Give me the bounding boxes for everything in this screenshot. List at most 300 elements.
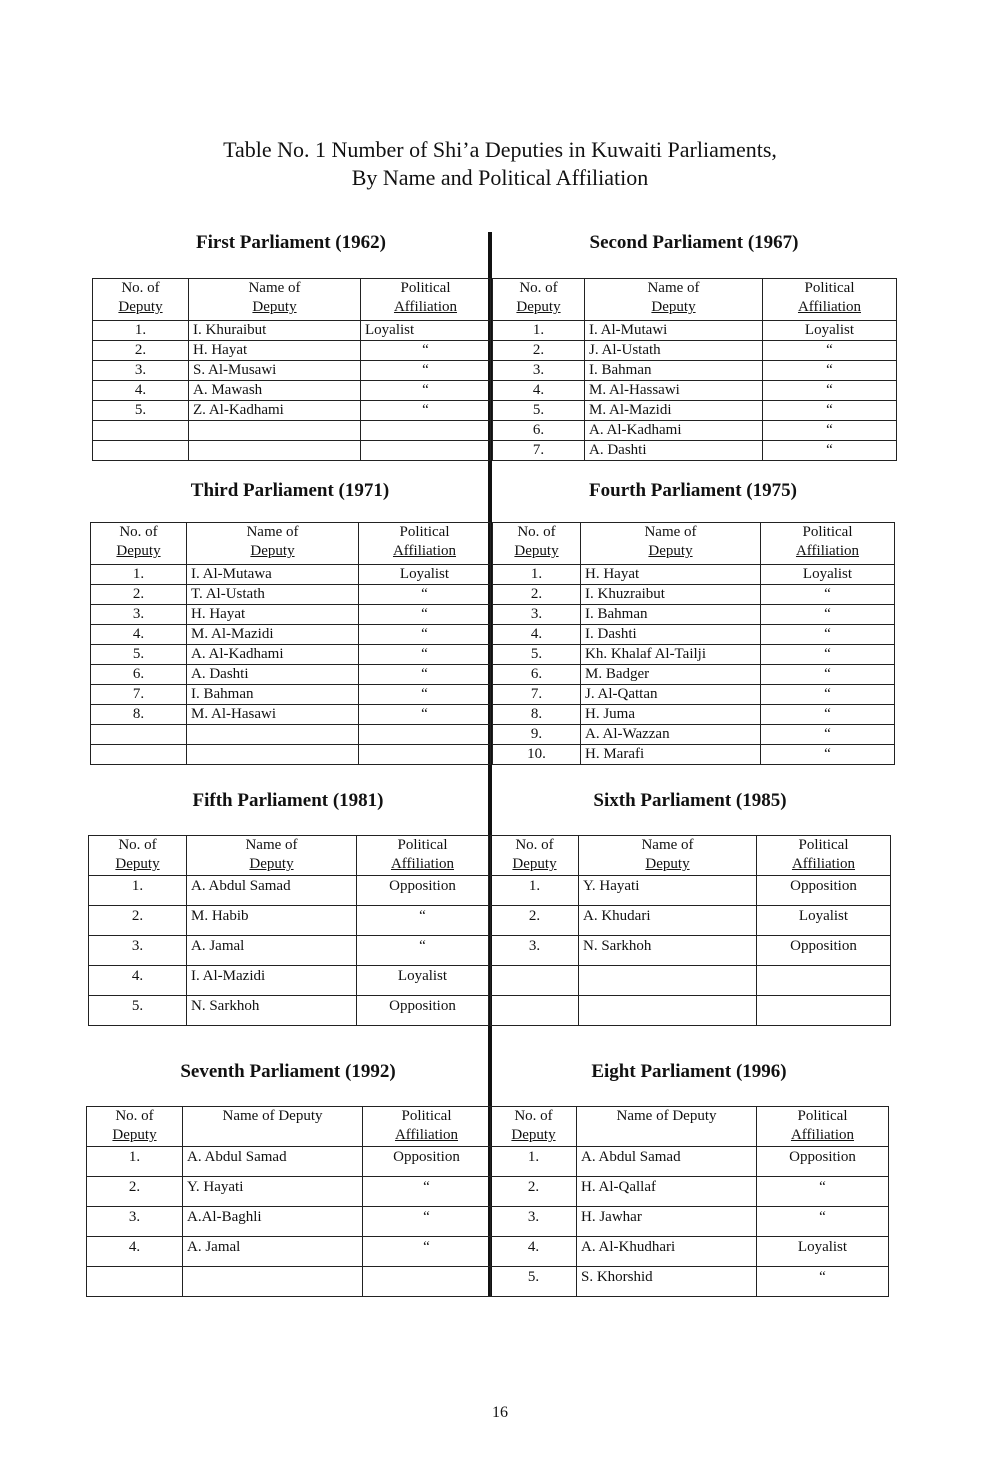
political-affiliation: “ [761, 725, 895, 745]
table-row [87, 1267, 491, 1297]
deputy-name: J. Al-Ustath [585, 341, 763, 361]
political-affiliation: “ [359, 625, 491, 645]
header-name-of-deputy-text: Name of [245, 837, 298, 853]
deputy-name: S. Al-Musawi [189, 361, 361, 381]
header-no-of-deputy-text: Deputy [511, 1127, 556, 1143]
table-row [91, 625, 491, 645]
table-header-row [491, 836, 891, 876]
political-affiliation [359, 725, 491, 745]
deputy-number: 1. [89, 876, 187, 906]
deputy-number: 5. [491, 1267, 577, 1297]
deputy-name: A. Abdul Samad [577, 1147, 757, 1177]
table-row [491, 876, 891, 906]
header-political-affiliation-text: Affiliation [797, 299, 862, 315]
table-row [493, 361, 897, 381]
political-affiliation: Loyalist [359, 565, 491, 585]
table-row [89, 906, 489, 936]
political-affiliation: “ [363, 1177, 491, 1207]
political-affiliation [359, 745, 491, 765]
political-affiliation: “ [761, 665, 895, 685]
header-no-of-deputy [491, 1107, 577, 1147]
table-row [89, 876, 489, 906]
deputy-number: 9. [493, 725, 581, 745]
political-affiliation: Opposition [357, 996, 489, 1026]
political-affiliation: “ [357, 906, 489, 936]
deputy-number: 6. [91, 665, 187, 685]
deputy-name: I. Al-Mutawi [585, 321, 763, 341]
table-row [91, 705, 491, 725]
deputy-number: 2. [491, 906, 579, 936]
deputy-name [187, 725, 359, 745]
deputy-name: A. Khudari [579, 906, 757, 936]
deputy-name: A. Al-Wazzan [581, 725, 761, 745]
deputy-number: 5. [493, 401, 585, 421]
table-header-row [93, 279, 491, 321]
deputy-name: S. Khorshid [577, 1267, 757, 1297]
deputy-name: H. Hayat [187, 605, 359, 625]
table-row [491, 936, 891, 966]
deputy-name: H. Hayat [189, 341, 361, 361]
header-name-of-deputy [579, 836, 757, 876]
table-row [91, 645, 491, 665]
deputy-name [579, 996, 757, 1026]
header-no-of-deputy-text: No. of [519, 280, 558, 296]
deputy-number: 3. [493, 361, 585, 381]
deputy-name: M. Al-Mazidi [585, 401, 763, 421]
header-name-of-deputy-text: Deputy [651, 299, 696, 315]
header-political-affiliation-text: Political [397, 837, 448, 853]
header-no-of-deputy-text: No. of [515, 837, 554, 853]
header-no-of-deputy [491, 836, 579, 876]
political-affiliation: “ [761, 585, 895, 605]
deputy-name [579, 966, 757, 996]
deputy-number: 2. [87, 1177, 183, 1207]
table-row [491, 996, 891, 1026]
header-no-of-deputy-text: Deputy [116, 543, 161, 559]
table-row [493, 441, 897, 461]
table-header-row [491, 1107, 889, 1147]
table-row [93, 401, 491, 421]
political-affiliation: Loyalist [757, 1237, 889, 1267]
header-no-of-deputy-text: Deputy [514, 543, 559, 559]
deputy-number: 6. [493, 421, 585, 441]
header-political-affiliation-text: Political [401, 1108, 452, 1124]
header-political-affiliation [361, 279, 491, 321]
political-affiliation: Opposition [757, 876, 891, 906]
political-affiliation: “ [763, 441, 897, 461]
header-political-affiliation [363, 1107, 491, 1147]
table-row [91, 605, 491, 625]
political-affiliation: Opposition [357, 876, 489, 906]
deputy-number: 7. [493, 685, 581, 705]
deputy-number: 10. [493, 745, 581, 765]
parliament-heading: Sixth Parliament (1985) [593, 790, 787, 811]
header-political-affiliation-text: Political [798, 837, 849, 853]
header-political-affiliation-text: Affiliation [795, 543, 860, 559]
deputy-number: 1. [87, 1147, 183, 1177]
deputy-number: 8. [91, 705, 187, 725]
political-affiliation [361, 421, 491, 441]
deputy-number [93, 441, 189, 461]
table-row [493, 745, 895, 765]
political-affiliation: “ [361, 401, 491, 421]
deputy-number: 2. [89, 906, 187, 936]
table-row [493, 725, 895, 745]
political-affiliation: “ [359, 645, 491, 665]
table-title [0, 136, 1000, 192]
deputy-number: 1. [93, 321, 189, 341]
deputy-name: I. Dashti [581, 625, 761, 645]
political-affiliation: “ [361, 381, 491, 401]
header-no-of-deputy-text: No. of [517, 524, 556, 540]
table-row [491, 1177, 889, 1207]
table-row [93, 361, 491, 381]
parliament-heading: Fifth Parliament (1981) [192, 790, 384, 811]
parliament-table [88, 835, 489, 1026]
header-no-of-deputy [93, 279, 189, 321]
deputy-name: A. Al-Kadhami [187, 645, 359, 665]
deputy-number: 2. [93, 341, 189, 361]
political-affiliation: Opposition [757, 1147, 889, 1177]
deputy-number: 7. [91, 685, 187, 705]
political-affiliation: “ [359, 705, 491, 725]
political-affiliation: “ [361, 341, 491, 361]
table-row [491, 1237, 889, 1267]
table-row [87, 1237, 491, 1267]
parliament-table [490, 1106, 889, 1297]
header-no-of-deputy-text: Deputy [115, 856, 160, 872]
deputy-number: 3. [491, 1207, 577, 1237]
header-political-affiliation-text: Affiliation [390, 856, 455, 872]
table-row [491, 1147, 889, 1177]
political-affiliation: “ [361, 361, 491, 381]
header-political-affiliation-text: Affiliation [393, 299, 458, 315]
deputy-number: 3. [93, 361, 189, 381]
deputy-name: A. Abdul Samad [187, 876, 357, 906]
table-row [493, 341, 897, 361]
table-row [491, 966, 891, 996]
table-row [493, 645, 895, 665]
deputy-name: A.Al-Baghli [183, 1207, 363, 1237]
table-header-row [91, 523, 491, 565]
deputy-number [491, 996, 579, 1026]
deputy-name [187, 745, 359, 765]
deputy-name: Z. Al-Kadhami [189, 401, 361, 421]
political-affiliation: “ [363, 1207, 491, 1237]
parliament-table [86, 1106, 491, 1297]
table-row [87, 1177, 491, 1207]
header-no-of-deputy [87, 1107, 183, 1147]
political-affiliation [757, 966, 891, 996]
deputy-name: M. Al-Mazidi [187, 625, 359, 645]
parliament-heading: Fourth Parliament (1975) [589, 480, 797, 501]
deputy-number: 3. [491, 936, 579, 966]
table-row [491, 1267, 889, 1297]
header-no-of-deputy-text: Deputy [118, 299, 163, 315]
header-no-of-deputy [89, 836, 187, 876]
deputy-name: M. Al-Hasawi [187, 705, 359, 725]
deputy-number: 2. [491, 1177, 577, 1207]
table-row [91, 725, 491, 745]
header-name-of-deputy-text: Name of [641, 837, 694, 853]
deputy-name: A. Jamal [183, 1237, 363, 1267]
table-row [93, 341, 491, 361]
header-no-of-deputy-text: No. of [121, 280, 160, 296]
deputy-name: J. Al-Qattan [581, 685, 761, 705]
deputy-name [183, 1267, 363, 1297]
parliament-heading: First Parliament (1962) [196, 232, 386, 253]
header-name-of-deputy-text: Name of Deputy [222, 1108, 323, 1124]
header-political-affiliation [761, 523, 895, 565]
political-affiliation: “ [359, 585, 491, 605]
political-affiliation: Loyalist [357, 966, 489, 996]
table-row [493, 585, 895, 605]
table-row [491, 1207, 889, 1237]
deputy-number: 2. [493, 341, 585, 361]
header-no-of-deputy-text: Deputy [112, 1127, 157, 1143]
header-no-of-deputy-text: Deputy [516, 299, 561, 315]
deputy-name: H. Juma [581, 705, 761, 725]
table-row [493, 665, 895, 685]
header-no-of-deputy [493, 523, 581, 565]
header-political-affiliation [357, 836, 489, 876]
political-affiliation: “ [763, 381, 897, 401]
political-affiliation: Loyalist [757, 906, 891, 936]
header-name-of-deputy [581, 523, 761, 565]
deputy-name: H. Jawhar [577, 1207, 757, 1237]
header-political-affiliation-text: Political [804, 280, 855, 296]
table-row [493, 421, 897, 441]
header-political-affiliation [757, 836, 891, 876]
header-political-affiliation-text: Affiliation [790, 1127, 855, 1143]
deputy-name: A. Dashti [187, 665, 359, 685]
table-row [89, 996, 489, 1026]
deputy-number: 1. [491, 1147, 577, 1177]
deputy-name: Kh. Khalaf Al-Tailji [581, 645, 761, 665]
deputy-name: I. Al-Mazidi [187, 966, 357, 996]
header-no-of-deputy-text: No. of [115, 1108, 154, 1124]
table-row [493, 625, 895, 645]
political-affiliation: “ [761, 685, 895, 705]
table-row [89, 966, 489, 996]
header-political-affiliation-text: Affiliation [394, 1127, 459, 1143]
deputy-number: 1. [493, 565, 581, 585]
header-no-of-deputy-text: No. of [119, 524, 158, 540]
deputy-number: 2. [493, 585, 581, 605]
table-row [91, 665, 491, 685]
deputy-number: 4. [493, 381, 585, 401]
political-affiliation: “ [359, 665, 491, 685]
parliament-heading: Second Parliament (1967) [589, 232, 799, 253]
table-row [493, 401, 897, 421]
deputy-name [189, 421, 361, 441]
political-affiliation: “ [761, 705, 895, 725]
table-row [91, 565, 491, 585]
deputy-number: 6. [493, 665, 581, 685]
political-affiliation: “ [359, 685, 491, 705]
political-affiliation [757, 996, 891, 1026]
deputy-number: 4. [491, 1237, 577, 1267]
table-header-row [89, 836, 489, 876]
deputy-number: 5. [89, 996, 187, 1026]
deputy-name: A. Mawash [189, 381, 361, 401]
header-name-of-deputy-text: Deputy [645, 856, 690, 872]
table-header-row [87, 1107, 491, 1147]
table-title-line1: Table No. 1 Number of Shi’a Deputies in Kuwaiti Parliaments, [223, 137, 777, 162]
political-affiliation: “ [761, 625, 895, 645]
header-political-affiliation-text: Political [797, 1108, 848, 1124]
header-name-of-deputy-text: Deputy [250, 543, 295, 559]
table-header-row [493, 523, 895, 565]
political-affiliation: Loyalist [761, 565, 895, 585]
deputy-number [87, 1267, 183, 1297]
table-row [493, 605, 895, 625]
header-name-of-deputy-text: Name of [647, 280, 700, 296]
deputy-number [491, 966, 579, 996]
deputy-name: N. Sarkhoh [579, 936, 757, 966]
deputy-name: H. Marafi [581, 745, 761, 765]
header-political-affiliation-text: Political [399, 524, 450, 540]
table-row [91, 685, 491, 705]
deputy-number: 5. [93, 401, 189, 421]
deputy-number: 3. [91, 605, 187, 625]
deputy-number: 5. [493, 645, 581, 665]
deputy-name: A. Abdul Samad [183, 1147, 363, 1177]
deputy-name: A. Jamal [187, 936, 357, 966]
deputy-name: I. Bahman [585, 361, 763, 381]
header-no-of-deputy-text: Deputy [512, 856, 557, 872]
deputy-name: M. Al-Hassawi [585, 381, 763, 401]
deputy-name: T. Al-Ustath [187, 585, 359, 605]
header-political-affiliation [359, 523, 491, 565]
header-name-of-deputy-text: Name of [246, 524, 299, 540]
table-row [493, 321, 897, 341]
deputy-name: A. Al-Kadhami [585, 421, 763, 441]
table-row [491, 906, 891, 936]
header-political-affiliation [757, 1107, 889, 1147]
table-row [89, 936, 489, 966]
header-name-of-deputy [189, 279, 361, 321]
table-row [493, 705, 895, 725]
deputy-name: I. Khuzraibut [581, 585, 761, 605]
parliament-heading: Seventh Parliament (1992) [180, 1061, 396, 1082]
table-row [493, 565, 895, 585]
deputy-name: M. Habib [187, 906, 357, 936]
header-name-of-deputy-text: Deputy [252, 299, 297, 315]
table-row [93, 421, 491, 441]
deputy-name: I. Bahman [187, 685, 359, 705]
parliament-table [92, 278, 491, 461]
header-name-of-deputy [183, 1107, 363, 1147]
parliament-table [490, 835, 891, 1026]
political-affiliation: Loyalist [763, 321, 897, 341]
deputy-number: 4. [493, 625, 581, 645]
deputy-number [91, 745, 187, 765]
table-row [93, 441, 491, 461]
header-political-affiliation-text: Affiliation [791, 856, 856, 872]
table-row [87, 1147, 491, 1177]
political-affiliation: “ [761, 605, 895, 625]
deputy-number [91, 725, 187, 745]
header-political-affiliation-text: Political [400, 280, 451, 296]
deputy-name: Y. Hayati [579, 876, 757, 906]
political-affiliation: “ [763, 421, 897, 441]
header-name-of-deputy [585, 279, 763, 321]
header-name-of-deputy [577, 1107, 757, 1147]
header-name-of-deputy-text: Deputy [648, 543, 693, 559]
deputy-name: N. Sarkhoh [187, 996, 357, 1026]
deputy-number: 3. [87, 1207, 183, 1237]
parliament-heading: Third Parliament (1971) [190, 480, 390, 501]
deputy-number: 8. [493, 705, 581, 725]
political-affiliation: Loyalist [361, 321, 491, 341]
deputy-name: H. Hayat [581, 565, 761, 585]
political-affiliation: “ [763, 361, 897, 381]
deputy-number: 1. [493, 321, 585, 341]
header-no-of-deputy-text: No. of [514, 1108, 553, 1124]
header-name-of-deputy-text: Name of Deputy [616, 1108, 717, 1124]
header-name-of-deputy [187, 523, 359, 565]
table-row [493, 685, 895, 705]
header-no-of-deputy [91, 523, 187, 565]
political-affiliation: “ [761, 645, 895, 665]
political-affiliation: “ [761, 745, 895, 765]
deputy-number: 7. [493, 441, 585, 461]
table-row [493, 381, 897, 401]
deputy-name: M. Badger [581, 665, 761, 685]
header-name-of-deputy-text: Name of [644, 524, 697, 540]
deputy-number: 4. [87, 1237, 183, 1267]
header-name-of-deputy-text: Name of [248, 280, 301, 296]
political-affiliation [361, 441, 491, 461]
deputy-number: 1. [91, 565, 187, 585]
deputy-number: 2. [91, 585, 187, 605]
political-affiliation [363, 1267, 491, 1297]
political-affiliation: Opposition [363, 1147, 491, 1177]
political-affiliation: “ [757, 1207, 889, 1237]
deputy-number [93, 421, 189, 441]
political-affiliation: “ [757, 1267, 889, 1297]
deputy-number: 5. [91, 645, 187, 665]
deputy-number: 4. [91, 625, 187, 645]
page-number: 16 [492, 1404, 508, 1421]
deputy-number: 4. [93, 381, 189, 401]
deputy-name: A. Al-Khudhari [577, 1237, 757, 1267]
political-affiliation: “ [363, 1237, 491, 1267]
political-affiliation: “ [763, 341, 897, 361]
header-political-affiliation [763, 279, 897, 321]
deputy-name: H. Al-Qallaf [577, 1177, 757, 1207]
header-name-of-deputy-text: Deputy [249, 856, 294, 872]
deputy-number: 4. [89, 966, 187, 996]
deputy-name: I. Khuraibut [189, 321, 361, 341]
header-no-of-deputy-text: No. of [118, 837, 157, 853]
parliament-table [492, 522, 895, 765]
deputy-number: 1. [491, 876, 579, 906]
political-affiliation: “ [757, 1177, 889, 1207]
parliament-table [90, 522, 491, 765]
deputy-name [189, 441, 361, 461]
table-row [87, 1207, 491, 1237]
header-name-of-deputy [187, 836, 357, 876]
political-affiliation: “ [359, 605, 491, 625]
deputy-name: Y. Hayati [183, 1177, 363, 1207]
table-row [91, 585, 491, 605]
deputy-number: 3. [493, 605, 581, 625]
political-affiliation: “ [357, 936, 489, 966]
political-affiliation: “ [763, 401, 897, 421]
parliament-table [492, 278, 897, 461]
